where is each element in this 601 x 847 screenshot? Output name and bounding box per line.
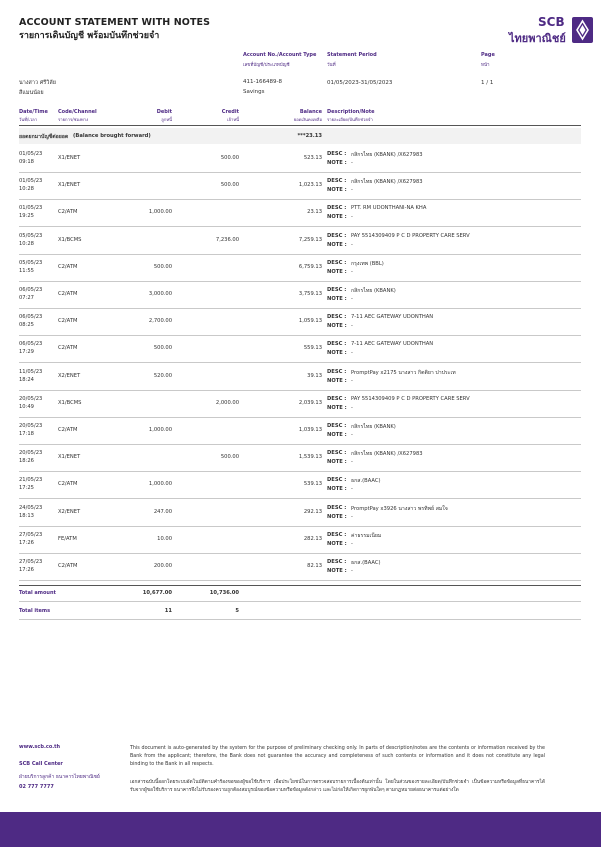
row-note-label: NOTE : <box>327 378 347 384</box>
row-time: 19:25 <box>19 213 34 219</box>
col-credit-header-th: เจ้าหนี้ <box>227 117 239 122</box>
row-debit: 1,000.00 <box>148 481 172 487</box>
row-note: - <box>351 323 353 329</box>
row-desc-label: DESC : <box>327 151 347 157</box>
row-date: 11/05/23 <box>19 369 43 375</box>
total-debit-items: 11 <box>164 608 172 614</box>
row-code: C2/ATM <box>58 563 78 569</box>
row-date: 05/05/23 <box>19 233 43 239</box>
table-row <box>0 314 601 341</box>
row-note-label: NOTE : <box>327 432 347 438</box>
row-desc: กสิกรไทย (KBANK) /X627983 <box>351 179 423 185</box>
row-divider <box>19 390 581 391</box>
row-code: C2/ATM <box>58 264 78 270</box>
table-row <box>0 341 601 368</box>
row-note-label: NOTE : <box>327 486 347 492</box>
col-balance-header-th: ยอดเงินคงเหลือ <box>293 117 322 122</box>
col-code-header-th: รายการ/ช่องทาง <box>58 117 89 122</box>
table-row <box>0 205 601 232</box>
row-desc-label: DESC : <box>327 205 347 211</box>
row-date: 20/05/23 <box>19 396 43 402</box>
row-note-label: NOTE : <box>327 541 347 547</box>
row-date: 01/05/23 <box>19 178 43 184</box>
row-time: 07:27 <box>19 295 34 301</box>
row-debit: 10.00 <box>157 536 172 542</box>
row-divider <box>19 553 581 554</box>
row-note: - <box>351 432 353 438</box>
row-debit: 200.00 <box>153 563 172 569</box>
row-code: X1/ENET <box>58 182 81 188</box>
row-code: X2/ENET <box>58 373 81 379</box>
row-desc: ธกส.(BAAC) <box>351 478 381 484</box>
table-row <box>0 559 601 586</box>
row-note-label: NOTE : <box>327 214 347 220</box>
row-note: - <box>351 269 353 275</box>
row-date: 06/05/23 <box>19 341 43 347</box>
row-desc: PAY 5514309409 P C D PROPERTY CARE SERV <box>351 396 470 402</box>
row-desc-label: DESC : <box>327 260 347 266</box>
row-time: 18:26 <box>19 458 34 464</box>
row-debit: 1,000.00 <box>148 427 172 433</box>
row-note: - <box>351 405 353 411</box>
logo-text-th: ไทยพาณิชย์ <box>509 32 566 45</box>
account-holder-sub: สีแมนน้อย <box>19 90 44 96</box>
row-desc: กสิกรไทย (KBANK) /X627983 <box>351 451 423 457</box>
website-link[interactable]: www.scb.co.th <box>19 744 61 750</box>
row-divider <box>19 308 581 309</box>
row-divider <box>19 362 581 363</box>
table-row <box>0 423 601 450</box>
row-time: 09:18 <box>19 159 34 165</box>
row-note-label: NOTE : <box>327 242 347 248</box>
row-time: 08:25 <box>19 322 34 328</box>
col-credit-header: Credit <box>221 109 239 115</box>
row-debit: 520.00 <box>153 373 172 379</box>
row-desc-label: DESC : <box>327 532 347 538</box>
row-debit: 1,000.00 <box>148 209 172 215</box>
row-balance: 1,539.13 <box>298 454 322 460</box>
row-desc: กรุงเทพ (BBL) <box>351 261 384 267</box>
table-row <box>0 505 601 532</box>
row-note: - <box>351 514 353 520</box>
row-balance: 82.13 <box>307 563 322 569</box>
brought-forward-amount: ***23.13 <box>297 133 322 139</box>
row-note-label: NOTE : <box>327 405 347 411</box>
row-balance: 1,059.13 <box>298 318 322 324</box>
row-note: - <box>351 350 353 356</box>
call-center-label-th: ฝ่ายบริการลูกค้า ธนาคารไทยพาณิชย์ <box>19 774 100 780</box>
row-time: 17:29 <box>19 349 34 355</box>
row-balance: 559.13 <box>303 345 322 351</box>
row-code: C2/ATM <box>58 427 78 433</box>
disclaimer-th: เอกสารฉบับนี้ออกโดยระบบอัตโนมัติตามคำร้องขอของผู้ขอใช้บริการ เพื่อประโยชน์ในการตรวจสอบรายการเบื้องต้นเท่านั้น โดยในส่วนของรายละเอียด/บันทึกช่วยจำ เป็นข้อความหรือข้อมูลที่ธนาคารได้รับจากผู้ขอใช้บริการ ธนาคารจึงไม่รับรองความถูกต้องสมบูรณ์ของข้อความหรือข้อมูลดังกล่าว และไม่ก่อให้เกิดการผูกพันใดๆ ตามกฎหมายต่อธนาคารแต่อย่างใด <box>130 780 545 793</box>
row-desc: ธกส.(BAAC) <box>351 560 381 566</box>
row-desc-label: DESC : <box>327 559 347 565</box>
row-debit: 247.00 <box>153 509 172 515</box>
row-note-label: NOTE : <box>327 269 347 275</box>
row-balance: 2,039.13 <box>298 400 322 406</box>
row-desc-label: DESC : <box>327 423 347 429</box>
row-desc: กสิกรไทย (KBANK) /X627983 <box>351 152 423 158</box>
table-row <box>0 233 601 260</box>
row-date: 21/05/23 <box>19 477 43 483</box>
row-note-label: NOTE : <box>327 514 347 520</box>
row-note: - <box>351 242 353 248</box>
row-divider <box>19 254 581 255</box>
row-note: - <box>351 486 353 492</box>
row-credit: 500.00 <box>220 454 239 460</box>
row-divider <box>19 471 581 472</box>
row-desc-label: DESC : <box>327 341 347 347</box>
row-divider <box>19 226 581 227</box>
row-desc: PAY 5514309409 P C D PROPERTY CARE SERV <box>351 233 470 239</box>
row-code: X1/BCMS <box>58 400 82 406</box>
row-time: 17:26 <box>19 567 34 573</box>
row-note: - <box>351 568 353 574</box>
total-credit-items: 5 <box>235 608 239 614</box>
row-balance: 539.13 <box>303 481 322 487</box>
row-note-label: NOTE : <box>327 323 347 329</box>
row-note-label: NOTE : <box>327 350 347 356</box>
row-code: X2/ENET <box>58 509 81 515</box>
row-balance: 7,259.13 <box>298 237 322 243</box>
page-label-th: หน้า <box>481 63 490 68</box>
total-credit: 10,736.00 <box>209 590 239 596</box>
col-desc-header: Description/Note <box>327 109 375 115</box>
call-center-label: SCB Call Center <box>19 761 63 767</box>
table-row <box>0 287 601 314</box>
row-date: 27/05/23 <box>19 559 43 565</box>
row-date: 01/05/23 <box>19 151 43 157</box>
row-date: 06/05/23 <box>19 287 43 293</box>
row-code: C2/ATM <box>58 318 78 324</box>
table-row <box>0 532 601 559</box>
row-desc-label: DESC : <box>327 505 347 511</box>
account-holder-name: นางสาว ศรีวิลัย <box>19 80 56 86</box>
account-number: 411-166489-8 <box>243 79 282 85</box>
account-number-label: Account No./Account Type <box>243 52 317 58</box>
row-balance: 3,759.13 <box>298 291 322 297</box>
row-divider <box>19 417 581 418</box>
row-balance: 292.13 <box>303 509 322 515</box>
row-date: 06/05/23 <box>19 314 43 320</box>
col-desc-header-th: รายละเอียด/บันทึกช่วยจำ <box>327 117 373 122</box>
row-time: 17:18 <box>19 431 34 437</box>
totals-divider <box>19 585 581 586</box>
row-desc-label: DESC : <box>327 314 347 320</box>
row-desc: PromptPay x3926 นางสาว พรทิพย์ สมใจ <box>351 506 448 512</box>
row-debit: 500.00 <box>153 345 172 351</box>
title-th: รายการเดินบัญชี พร้อมบันทึกช่วยจำ <box>19 31 160 41</box>
row-desc: กสิกรไทย (KBANK) <box>351 288 396 294</box>
row-desc: 7-11 AEC GATEWAY UDONTHAN <box>351 314 434 320</box>
table-row <box>0 178 601 205</box>
row-time: 11:55 <box>19 268 34 274</box>
row-date: 20/05/23 <box>19 423 43 429</box>
table-row <box>0 369 601 396</box>
row-desc-label: DESC : <box>327 450 347 456</box>
row-balance: 282.13 <box>303 536 322 542</box>
col-balance-header: Balance <box>299 109 322 115</box>
row-balance: 23.13 <box>307 209 322 215</box>
row-time: 10:28 <box>19 186 34 192</box>
row-code: C2/ATM <box>58 481 78 487</box>
row-divider <box>19 281 581 282</box>
row-note: - <box>351 160 353 166</box>
row-time: 18:24 <box>19 377 34 383</box>
account-type: Savings <box>243 89 265 95</box>
row-time: 17:26 <box>19 540 34 546</box>
row-note: - <box>351 214 353 220</box>
row-note: - <box>351 459 353 465</box>
col-date-header-th: วันที่/เวลา <box>19 117 38 122</box>
total-amount-label: Total amount <box>19 590 56 596</box>
row-balance: 1,039.13 <box>298 427 322 433</box>
totals-divider-2 <box>19 601 581 602</box>
page-number: 1 / 1 <box>481 80 494 86</box>
title-en: ACCOUNT STATEMENT WITH NOTES <box>19 17 211 28</box>
row-desc-label: DESC : <box>327 233 347 239</box>
footer-brand-bar <box>0 812 601 847</box>
row-code: X1/ENET <box>58 454 81 460</box>
period-label: Statement Period <box>327 52 377 58</box>
col-date-header: Date/Time <box>19 109 48 115</box>
totals-divider-3 <box>19 619 581 620</box>
scb-logo-icon <box>572 17 593 43</box>
row-code: C2/ATM <box>58 209 78 215</box>
row-balance: 1,023.13 <box>298 182 322 188</box>
table-row <box>0 450 601 477</box>
total-items-label: Total items <box>19 608 51 614</box>
row-desc: กสิกรไทย (KBANK) <box>351 424 396 430</box>
row-note-label: NOTE : <box>327 187 347 193</box>
table-row <box>0 477 601 504</box>
logo-text-en: SCB <box>538 15 565 29</box>
row-credit: 500.00 <box>220 155 239 161</box>
row-desc: PromptPay x2175 นางสาว กิตติยา ปาประเท <box>351 370 456 376</box>
row-desc-label: DESC : <box>327 477 347 483</box>
row-desc: ค่าธรรมเนียม <box>351 533 382 539</box>
row-debit: 2,700.00 <box>148 318 172 324</box>
row-divider <box>19 199 581 200</box>
row-divider <box>19 335 581 336</box>
table-row <box>0 260 601 287</box>
col-code-header: Code/Channel <box>58 109 97 115</box>
table-row <box>0 151 601 178</box>
row-date: 01/05/23 <box>19 205 43 211</box>
row-credit: 7,236.00 <box>215 237 239 243</box>
row-desc-label: DESC : <box>327 396 347 402</box>
table-row <box>0 396 601 423</box>
row-note-label: NOTE : <box>327 568 347 574</box>
row-note: - <box>351 378 353 384</box>
brought-forward-label-en: (Balance brought forward) <box>73 133 151 139</box>
row-note-label: NOTE : <box>327 296 347 302</box>
row-time: 10:28 <box>19 241 34 247</box>
call-center-phone[interactable]: 02 777 7777 <box>19 784 54 790</box>
row-code: X1/ENET <box>58 155 81 161</box>
col-debit-header: Debit <box>156 109 172 115</box>
row-time: 18:13 <box>19 513 34 519</box>
row-divider <box>19 172 581 173</box>
row-desc-label: DESC : <box>327 287 347 293</box>
row-code: C2/ATM <box>58 345 78 351</box>
row-date: 27/05/23 <box>19 532 43 538</box>
row-date: 05/05/23 <box>19 260 43 266</box>
row-code: FE/ATM <box>58 536 77 542</box>
row-debit: 3,000.00 <box>148 291 172 297</box>
total-debit: 10,677.00 <box>142 590 172 596</box>
row-time: 10:49 <box>19 404 34 410</box>
row-note-label: NOTE : <box>327 459 347 465</box>
period-label-th: วันที่ <box>327 63 336 68</box>
row-date: 20/05/23 <box>19 450 43 456</box>
row-divider <box>19 444 581 445</box>
row-desc: 7-11 AEC GATEWAY UDONTHAN <box>351 341 434 347</box>
account-number-label-th: เลขที่บัญชี/ประเภทบัญชี <box>243 63 290 68</box>
row-divider <box>19 498 581 499</box>
row-credit: 2,000.00 <box>215 400 239 406</box>
row-code: X1/BCMS <box>58 237 82 243</box>
page-label: Page <box>481 52 495 58</box>
col-debit-header-th: ลูกหนี้ <box>161 117 172 122</box>
row-desc-label: DESC : <box>327 178 347 184</box>
statement-period: 01/05/2023-31/05/2023 <box>327 80 393 86</box>
row-desc: PTT. RM UDONTHANI-NA KHA <box>351 205 427 211</box>
row-debit: 500.00 <box>153 264 172 270</box>
row-date: 24/05/23 <box>19 505 43 511</box>
disclaimer-en: This document is auto-generated by the system for the purpose of preliminary checking only. In parts of description/notes are the contents or information received by the Bank from the applicant; therefore, the Bank does not guarantee the accuracy and completeness of such contents or information and it does not constitute any legal binding to the Bank in all respects. <box>130 746 545 767</box>
row-balance: 6,759.13 <box>298 264 322 270</box>
row-balance: 39.13 <box>307 373 322 379</box>
row-time: 17:25 <box>19 485 34 491</box>
brought-forward-label: ยอดยกมาบัญชีต่อยอด <box>19 134 69 140</box>
header-divider <box>19 125 581 126</box>
row-divider <box>19 580 581 581</box>
row-balance: 523.13 <box>303 155 322 161</box>
row-note: - <box>351 187 353 193</box>
row-divider <box>19 526 581 527</box>
row-note: - <box>351 541 353 547</box>
row-credit: 500.00 <box>220 182 239 188</box>
row-desc-label: DESC : <box>327 369 347 375</box>
row-note: - <box>351 296 353 302</box>
row-note-label: NOTE : <box>327 160 347 166</box>
row-code: C2/ATM <box>58 291 78 297</box>
